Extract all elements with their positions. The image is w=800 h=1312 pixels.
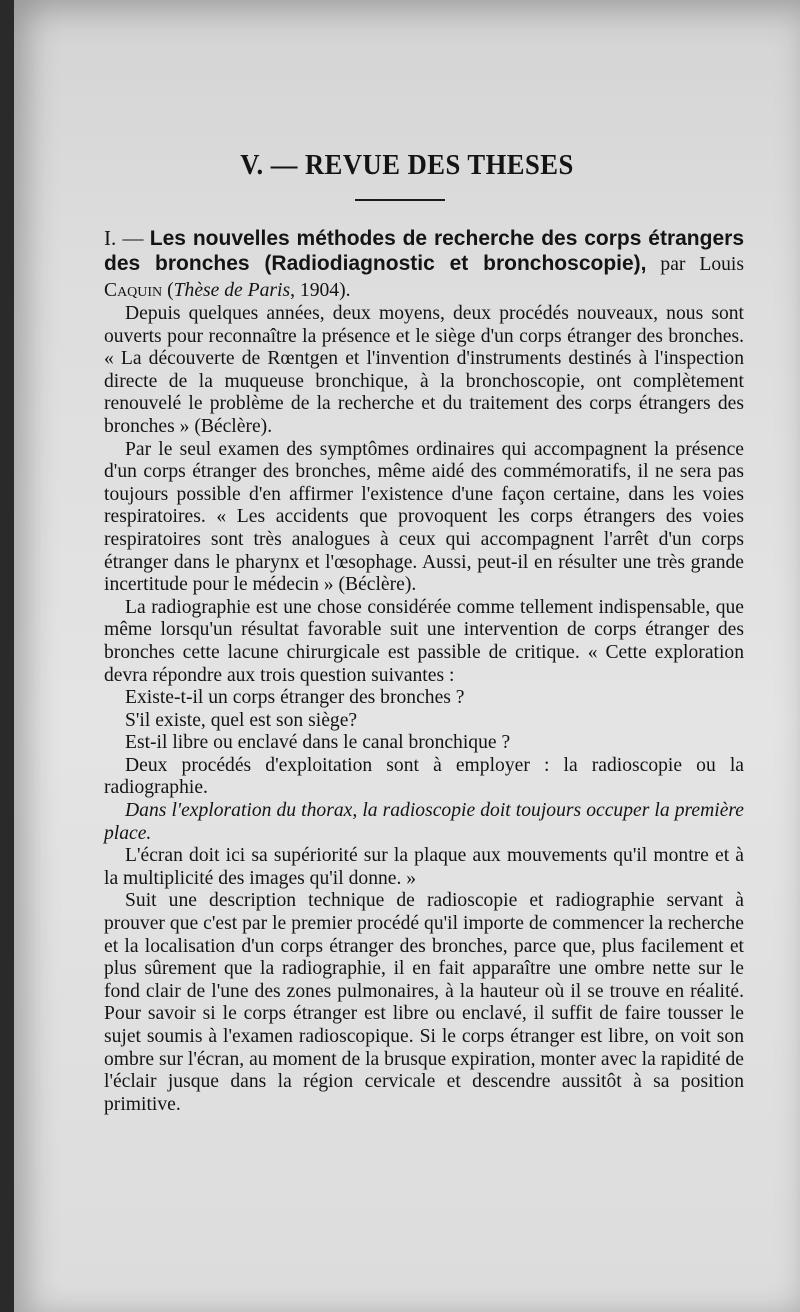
book-page xyxy=(14,0,800,1312)
italic-statement: Dans l'exploration du thorax, la radioscopie doit toujours occuper la première place. xyxy=(104,800,744,844)
paragraph-1: Depuis quelques années, deux moyens, deux procédés nouveaux, nous sont ouverts pour reconnaître la présence et le siège d'un corps étranger des bronches. « La découverte de Rœntgen et l'invention d'instruments destinés à l'inspection directe de la muqueuse bronchique, à la bronchoscopie, ont complètement renouvelé le problème de la recherche et du traitement des corps étrangers des bronches » (Béclère). xyxy=(104,303,744,437)
article-number: I. — xyxy=(104,226,150,250)
paragraph-6: Suit une description technique de radioscopie et radiographie servant à prouver que c'est par le premier procédé qu'il importe de commencer la recherche et la localisation d'un corps étranger des bronches, parce que, plus facilement et plus sûrement que la radiographie, il en fait apparaître une ombre nette sur le fond clair de l'une des zones pulmonaires, à la hauteur où il se trouve en réalité. Pour savoir si le corps étranger est libre ou enclavé, il suffit de faire tousser le sujet soumis à l'examen radioscopique. Si le corps étranger est libre, on voit son ombre sur l'écran, au moment de la brusque expiration, monter avec la rapidité de l'éclair jusque dans la région cervicale et descendre aussitôt à sa position primitive. xyxy=(104,890,744,1115)
citation-open: ( xyxy=(162,280,174,301)
title-divider xyxy=(355,199,445,201)
question-1: Existe-t-il un corps étranger des bronches ? xyxy=(125,687,465,709)
author-prefix: par Louis xyxy=(646,254,744,275)
paragraph-2: Par le seul examen des symptômes ordinaires qui accompagnent la présence d'un corps étranger des bronches, même aidé des commémoratifs, il ne sera pas toujours possible d'en affirmer l'existence d'une façon certaine, dans les voies respiratoires. « Les accidents que provoquent les corps étrangers des voies respiratoires sont très analogues à ceux qui accompagnent l'arrêt d'un corps étranger dans le pharynx et l'œsophage. Aussi, peut-il en résulter une très grande incertitude pour le médecin » (Béclère). xyxy=(104,438,744,596)
question-3: Est-il libre ou enclavé dans le canal bronchique ? xyxy=(125,732,511,754)
article-title: Les nouvelles méthodes de recherche des corps étrangers des bronches (Radiodiagnostic et bronchoscopie), xyxy=(104,227,744,275)
author-name: Caquin xyxy=(104,280,163,301)
citation-rest: , 1904). xyxy=(290,280,351,301)
paragraph-3: La radiographie est une chose considérée comme tellement indispensable, que même lorsqu'un résultat favorable suit une intervention de corps étranger des bronches cette lacune chirurgicale est passible de critique. « Cette exploration devra répondre aux trois question suivantes : xyxy=(104,596,744,686)
question-2: S'il existe, quel est son siège? xyxy=(125,709,358,731)
paragraph-5: L'écran doit ici sa supériorité sur la plaque aux mouvements qu'il montre et à la multiplicité des images qu'il donne. » xyxy=(104,845,744,889)
section-title: V. — REVUE DES THESES xyxy=(240,150,574,181)
article-body xyxy=(104,226,744,1116)
citation-title: Thèse de Paris xyxy=(173,280,291,301)
article-heading xyxy=(104,226,744,303)
paragraph-4: Deux procédés d'exploitation sont à employer : la radioscopie ou la radiographie. xyxy=(104,754,744,799)
